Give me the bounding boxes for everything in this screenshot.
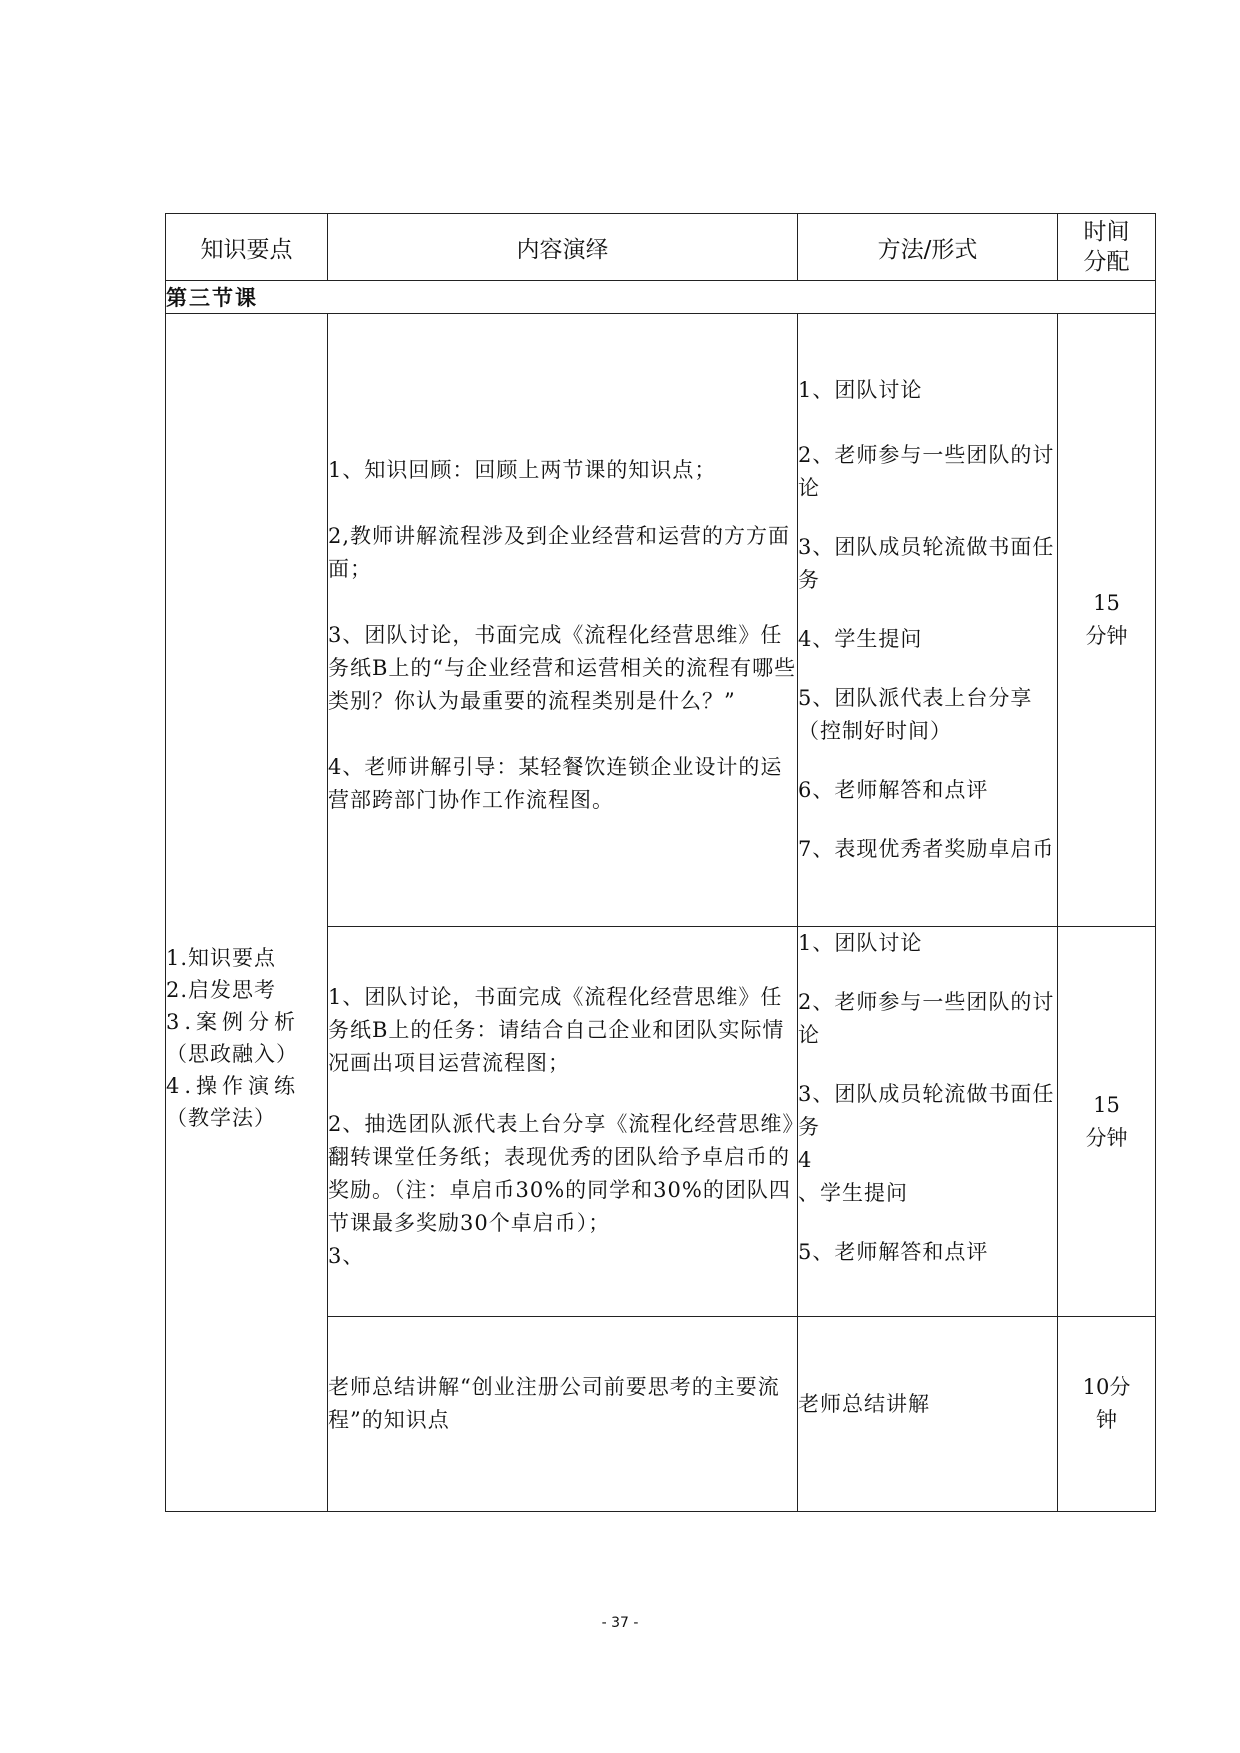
header-time-line1: 时间	[1083, 219, 1130, 245]
time-cell	[1058, 927, 1156, 1317]
content-item: 1、团队讨论，书面完成《流程化经营思维》任务纸B上的任务：请结合自己企业和团队实际情况画出项目运营流程图；	[328, 984, 785, 1075]
knowledge-point: 1.知识要点	[166, 945, 277, 970]
method-item: 2、老师参与一些团队的讨论	[798, 443, 1055, 500]
time-value: 15	[1093, 1092, 1120, 1117]
method-item: 1、团队讨论	[798, 378, 923, 402]
method-cell	[798, 927, 1058, 1317]
content-item: 4、老师讲解引导：某轻餐饮连锁企业设计的运营部跨部门协作工作流程图。	[328, 754, 783, 812]
method-item: 老师总结讲解	[798, 1391, 930, 1416]
method-item: 、学生提问	[798, 1181, 908, 1205]
knowledge-point: 4.操作演练	[166, 1073, 301, 1098]
time-unit: 分钟	[1085, 624, 1128, 648]
content-item: 3、团队讨论，书面完成《流程化经营思维》任务纸B上的“与企业经营和运营相关的流程有哪些类别？你认为最重要的流程类别是什么？”	[328, 622, 797, 713]
method-item: 1、团队讨论	[798, 931, 923, 955]
knowledge-point: （思政融入）	[166, 1041, 298, 1066]
header-time	[1058, 214, 1156, 281]
method-item: 5、老师解答和点评	[798, 1240, 989, 1264]
time-unit: 钟	[1096, 1408, 1117, 1432]
page-number: - 37 -	[601, 1615, 639, 1631]
header-row	[166, 214, 1156, 281]
time-cell	[1058, 1317, 1156, 1512]
content-item: 2,教师讲解流程涉及到企业经营和运营的方方面面；	[328, 523, 791, 581]
section-row	[166, 281, 1156, 314]
method-item: 6、老师解答和点评	[798, 778, 989, 802]
method-item: 7、表现优秀者奖励卓启币	[798, 837, 1055, 861]
section-title: 第三节课	[166, 281, 1156, 314]
knowledge-point: （教学法）	[166, 1105, 276, 1130]
knowledge-points-cell	[166, 314, 328, 1512]
time-unit: 分钟	[1085, 1125, 1128, 1150]
content-item: 3、	[328, 1243, 365, 1268]
lesson-plan-table	[165, 213, 1156, 1512]
method-item: 3、团队成员轮流做书面任务	[798, 535, 1055, 592]
header-method: 方法/形式	[798, 214, 1058, 281]
header-time-line2: 分配	[1083, 249, 1130, 275]
content-cell	[328, 314, 798, 927]
content-item: 1、知识回顾：回顾上两节课的知识点；	[328, 457, 717, 482]
content-cell	[328, 927, 798, 1317]
header-content: 内容演绎	[328, 214, 798, 281]
content-item: 老师总结讲解“创业注册公司前要思考的主要流程”的知识点	[328, 1375, 780, 1432]
method-item: 3、团队成员轮流做书面任务	[798, 1082, 1055, 1139]
method-item: 4	[798, 1148, 813, 1172]
method-cell	[798, 1317, 1058, 1512]
method-cell	[798, 314, 1058, 927]
knowledge-point: 3.案例分析	[166, 1009, 301, 1034]
method-item: 4、学生提问	[798, 627, 923, 651]
time-value: 15	[1093, 591, 1120, 615]
time-value: 10分	[1082, 1375, 1131, 1399]
method-item: 5、团队派代表上台分享（控制好时间）	[798, 686, 1033, 743]
content-item: 2、抽选团队派代表上台分享《流程化经营思维》翻转课堂任务纸；表现优秀的团队给予卓启币的奖励。（注：卓启币30%的同学和30%的团队四节课最多奖励30个卓启币）；	[328, 1111, 794, 1235]
table-row	[166, 314, 1156, 927]
method-item: 2、老师参与一些团队的讨论	[798, 990, 1055, 1047]
content-cell	[328, 1317, 798, 1512]
header-knowledge: 知识要点	[166, 214, 328, 281]
knowledge-point: 2.启发思考	[166, 977, 277, 1002]
time-cell	[1058, 314, 1156, 927]
